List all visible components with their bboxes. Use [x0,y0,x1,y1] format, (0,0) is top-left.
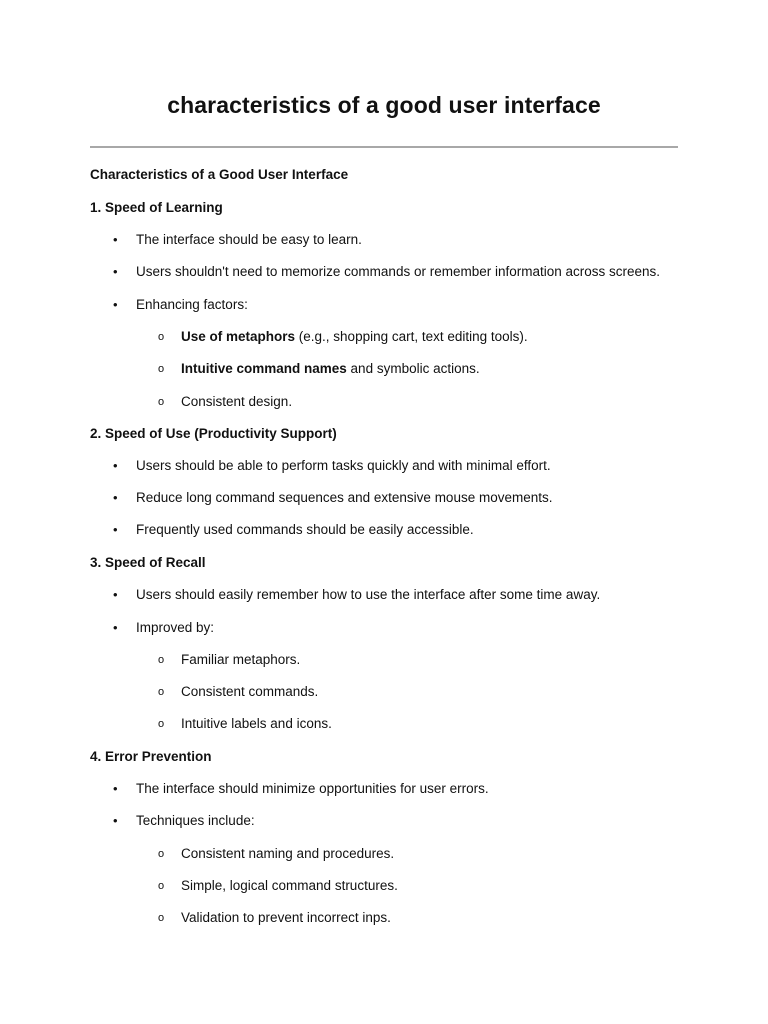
bullet-glyph: • [113,781,118,796]
bullet-glyph: • [113,620,118,635]
list-item: Users should easily remember how to use the interface after some time away. [136,587,601,602]
subbullet-glyph: o [158,880,165,892]
list-item: Users should be able to perform tasks quickly and with minimal effort. [136,458,551,473]
list-item: The interface should be easy to learn. [136,232,362,247]
list-item: Reduce long command sequences and extensive mouse movements. [136,490,553,505]
sub-list-item [181,360,480,378]
document-subtitle: Characteristics of a Good User Interface [90,167,349,182]
list-item: Frequently used commands should be easily accessible. [136,522,474,537]
subbullet-glyph: o [158,396,165,408]
bullet-glyph: • [113,297,118,312]
list-item: Users shouldn't need to memorize commands or remember information across screens. [136,264,661,279]
sub-list-item: Simple, logical command structures. [181,878,398,893]
sub-list-item-text: (e.g., shopping cart, text editing tools). [295,329,528,344]
subbullet-glyph: o [158,686,165,698]
sub-list-item-bold: Use of metaphors [181,329,296,344]
bullet-glyph: • [113,813,118,828]
subbullet-glyph: o [158,718,165,730]
bullet-glyph: • [113,587,118,602]
sub-list-item-bold: Intuitive command names [181,361,347,376]
section-heading-speed-of-recall: 3. Speed of Recall [90,555,206,570]
sub-list-item: Consistent commands. [181,684,319,699]
sub-list-item [181,328,528,346]
subbullet-glyph: o [158,331,165,343]
sub-list-item: Validation to prevent incorrect inps. [181,910,391,925]
subbullet-glyph: o [158,848,165,860]
list-item: Enhancing factors: [136,297,248,312]
bullet-glyph: • [113,232,118,247]
section-heading-speed-of-use: 2. Speed of Use (Productivity Support) [90,426,337,441]
subbullet-glyph: o [158,912,165,924]
sub-list-item: Familiar metaphors. [181,652,301,667]
subbullet-glyph: o [158,654,165,666]
subbullet-glyph: o [158,363,165,375]
sub-list-item: Intuitive labels and icons. [181,716,332,731]
section-heading-error-prevention: 4. Error Prevention [90,749,212,764]
list-item: Improved by: [136,620,215,635]
bullet-glyph: • [113,264,118,279]
section-heading-speed-of-learning: 1. Speed of Learning [90,200,223,215]
list-item: Techniques include: [136,813,255,828]
title-divider [90,146,678,148]
page-title: characteristics of a good user interface [167,92,601,118]
sub-list-item: Consistent design. [181,394,293,409]
list-item: The interface should minimize opportunities for user errors. [136,781,489,796]
bullet-glyph: • [113,522,118,537]
sub-list-item-text: and symbolic actions. [346,361,480,376]
bullet-glyph: • [113,458,118,473]
bullet-glyph: • [113,490,118,505]
sub-list-item: Consistent naming and procedures. [181,846,395,861]
